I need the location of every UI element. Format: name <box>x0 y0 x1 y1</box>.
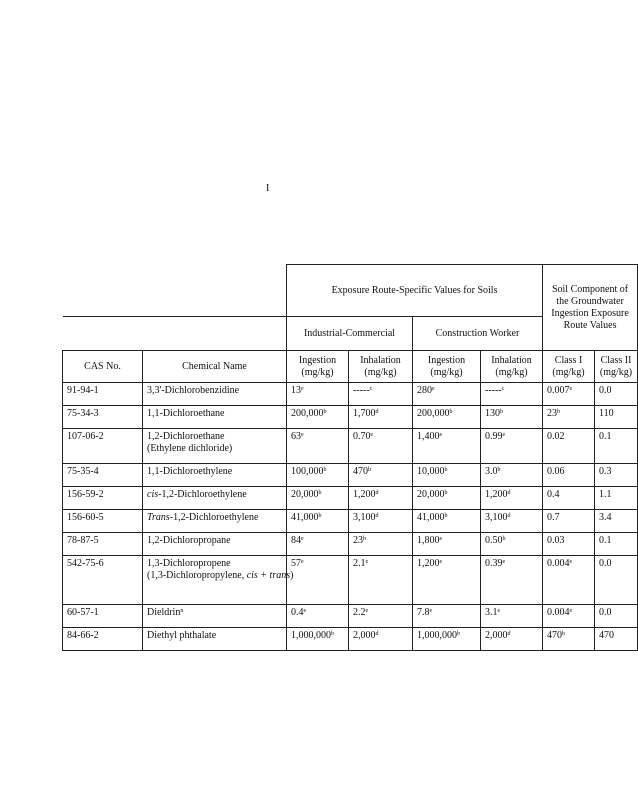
class-i-cell <box>543 383 595 406</box>
chemical-name: cis-1,2-Dichloroethylene <box>147 489 247 500</box>
ic-inhalation-cell <box>349 487 413 510</box>
class-i-cell <box>543 464 595 487</box>
class-i-cell-footnote: e <box>569 608 573 614</box>
ic-ingestion-cell-value: 20,000 <box>291 489 319 500</box>
ic-inhalation-cell-footnote: d <box>375 490 379 496</box>
ic-ingestion-cell-footnote: e <box>301 432 304 438</box>
cw-inhalation-cell <box>481 628 543 651</box>
ic-inhalation-cell-value: 1,200 <box>353 489 376 500</box>
ic-ingestion-cell-footnote: e <box>301 536 304 542</box>
class-i-cell <box>543 556 595 605</box>
ic-inhalation-cell <box>349 383 413 406</box>
chemical-name: 1,1-Dichloroethylene <box>147 466 233 477</box>
ic-ingestion-cell-value: 41,000 <box>291 512 319 523</box>
chemical-name-cell <box>143 429 287 464</box>
ic-ingestion-cell-footnote: b <box>323 467 327 473</box>
ic-ingestion-cell-value: 0.4 <box>291 607 304 618</box>
class-ii-cell <box>595 406 638 429</box>
cw-ingestion-cell <box>413 487 481 510</box>
cw-inhalation-cell <box>481 605 543 628</box>
ic-inhalation-cell-value: 0.70 <box>353 431 371 442</box>
ic-inhalation-cell-value: 2.2 <box>353 607 366 618</box>
class-i-cell-footnote: b <box>557 409 561 415</box>
col-class-i: Class I (mg/kg) <box>543 351 595 383</box>
cw-ingestion-cell-value: 1,200 <box>417 558 440 569</box>
ic-inhalation-cell-footnote: c <box>369 386 373 392</box>
table-row <box>63 510 638 533</box>
col-chemical-name: Chemical Name <box>143 351 287 383</box>
ic-ingestion-cell-value: 57 <box>291 558 301 569</box>
class-ii-cell-value: 0.0 <box>599 385 612 396</box>
ic-inhalation-cell-value: 3,100 <box>353 512 376 523</box>
chemical-name-cell <box>143 533 287 556</box>
blank-corner <box>63 265 287 317</box>
cas-cell <box>63 510 143 533</box>
class-ii-cell-value: 0.0 <box>599 607 612 618</box>
ic-ingestion-cell <box>287 510 349 533</box>
cw-inhalation-cell <box>481 464 543 487</box>
cas-cell <box>63 383 143 406</box>
cw-inhalation-cell-footnote: b <box>500 409 503 415</box>
cas-cell-value: 75-35-4 <box>67 466 99 477</box>
cas-cell <box>63 605 143 628</box>
ic-ingestion-cell-value: 100,000 <box>291 466 324 477</box>
cw-inhalation-cell <box>481 556 543 605</box>
ic-ingestion-cell <box>287 406 349 429</box>
ic-inhalation-cell-footnote: e <box>365 559 369 565</box>
table-row <box>63 406 638 429</box>
chemical-name-cell <box>143 510 287 533</box>
class-i-cell-value: 470 <box>547 630 563 641</box>
table-row <box>63 533 638 556</box>
ic-inhalation-cell-value: 470 <box>353 466 368 477</box>
class-i-cell <box>543 510 595 533</box>
class-i-cell-value: 0.007 <box>547 385 570 396</box>
cw-ingestion-cell-footnote: b <box>444 513 448 519</box>
class-ii-cell-value: 0.1 <box>599 431 612 442</box>
ic-inhalation-cell <box>349 605 413 628</box>
soil-component-header: Soil Component of the Groundwater Ingestion Exposure Route Values <box>543 265 638 351</box>
class-i-cell <box>543 533 595 556</box>
cw-ingestion-cell <box>413 628 481 651</box>
cas-cell-value: 156-59-2 <box>67 489 104 500</box>
class-i-cell-value: 0.7 <box>547 512 560 523</box>
chemical-name: Diethyl phthalate <box>147 630 217 641</box>
class-ii-cell <box>595 533 638 556</box>
ic-inhalation-cell-footnote: e <box>365 608 369 614</box>
chemical-name-cell <box>143 487 287 510</box>
cw-inhalation-cell-footnote: c <box>501 386 505 392</box>
ic-ingestion-cell-footnote: b <box>323 409 327 415</box>
cw-inhalation-cell-value: ----- <box>485 385 502 396</box>
cw-inhalation-cell-value: 3.1 <box>485 607 498 618</box>
cas-cell-value: 91-94-1 <box>67 385 99 396</box>
col-cas: CAS No. <box>63 351 143 383</box>
class-i-cell-footnote: e <box>569 386 573 392</box>
ic-ingestion-cell-footnote: b <box>318 490 322 496</box>
ic-ingestion-cell <box>287 605 349 628</box>
ic-ingestion-cell <box>287 533 349 556</box>
cw-inhalation-cell <box>481 487 543 510</box>
table-row <box>63 464 638 487</box>
cw-ingestion-cell-value: 41,000 <box>417 512 445 523</box>
cw-inhalation-cell-value: 0.39 <box>485 558 503 569</box>
cw-ingestion-cell-value: 280 <box>417 385 432 396</box>
ic-ingestion-cell-value: 200,000 <box>291 408 324 419</box>
col-cw-inhalation: Inhalation (mg/kg) <box>481 351 543 383</box>
cw-inhalation-cell-value: 1,200 <box>485 489 508 500</box>
cw-inhalation-cell-footnote: b <box>502 536 506 542</box>
chemical-name: 1,3-Dichloropropene <box>147 558 231 569</box>
cas-cell <box>63 429 143 464</box>
ic-inhalation-cell-footnote: d <box>375 513 379 519</box>
ic-ingestion-cell-footnote: e <box>303 608 307 614</box>
ic-ingestion-cell-footnote: e <box>301 386 304 392</box>
class-ii-cell-value: 110 <box>599 408 614 419</box>
cw-ingestion-cell-footnote: b <box>444 467 448 473</box>
class-i-cell-value: 0.4 <box>547 489 560 500</box>
chemical-name: 1,1-Dichloroethane <box>147 408 225 419</box>
ic-inhalation-cell <box>349 429 413 464</box>
ic-inhalation-cell-footnote: d <box>375 409 379 415</box>
cas-cell-value: 542-75-6 <box>67 558 104 569</box>
table-row <box>63 628 638 651</box>
ic-ingestion-cell-footnote: e <box>301 559 304 565</box>
class-ii-cell <box>595 556 638 605</box>
cw-inhalation-cell <box>481 429 543 464</box>
cas-cell <box>63 487 143 510</box>
chemical-name: 1,2-Dichloropropane <box>147 535 231 546</box>
cw-ingestion-cell-footnote: b <box>457 631 460 637</box>
page-mark: I <box>266 183 270 194</box>
cw-ingestion-cell <box>413 406 481 429</box>
cas-cell-value: 78-87-5 <box>67 535 99 546</box>
cw-ingestion-cell-footnote: e <box>439 432 443 438</box>
ic-inhalation-cell-value: 2.1 <box>353 558 366 569</box>
ic-ingestion-cell-value: 13 <box>291 385 301 396</box>
cw-ingestion-cell-value: 7.8 <box>417 607 430 618</box>
cas-cell-value: 60-57-1 <box>67 607 99 618</box>
construction-header: Construction Worker <box>413 317 543 351</box>
class-i-cell-value: 0.004 <box>547 558 570 569</box>
cw-inhalation-cell-value: 130 <box>485 408 500 419</box>
ic-inhalation-cell-footnote: e <box>370 432 374 438</box>
class-i-cell-value: 0.06 <box>547 466 565 477</box>
cw-ingestion-cell-footnote: b <box>444 490 448 496</box>
ic-inhalation-cell-value: 1,700 <box>353 408 376 419</box>
table-row <box>63 556 638 605</box>
cw-ingestion-cell-footnote: b <box>449 409 453 415</box>
chemical-name-cell <box>143 406 287 429</box>
cas-cell-value: 156-60-5 <box>67 512 104 523</box>
ic-ingestion-cell-value: 1,000,000 <box>291 630 331 641</box>
chemical-synonym: (Ethylene dichloride) <box>147 443 233 454</box>
ic-inhalation-cell <box>349 464 413 487</box>
cw-inhalation-cell-footnote: d <box>507 490 511 496</box>
ic-inhalation-cell-value: ----- <box>353 385 370 396</box>
table-row <box>63 605 638 628</box>
chemical-name-cell <box>143 628 287 651</box>
ic-inhalation-cell <box>349 510 413 533</box>
table-row <box>63 487 638 510</box>
ic-ingestion-cell <box>287 464 349 487</box>
class-ii-cell <box>595 487 638 510</box>
chemical-name: 1,2-Dichloroethane <box>147 431 225 442</box>
class-i-cell <box>543 429 595 464</box>
class-ii-cell-value: 0.3 <box>599 466 612 477</box>
industrial-header: Industrial-Commercial <box>287 317 413 351</box>
class-ii-cell-value: 0.0 <box>599 558 612 569</box>
ic-inhalation-cell <box>349 556 413 605</box>
cas-cell <box>63 464 143 487</box>
chemical-name-cell <box>143 605 287 628</box>
table-row <box>63 429 638 464</box>
cw-ingestion-cell-footnote: e <box>429 608 433 614</box>
cw-ingestion-cell-value: 20,000 <box>417 489 445 500</box>
cw-inhalation-cell-value: 3.0 <box>485 466 498 477</box>
cas-cell <box>63 628 143 651</box>
col-ic-ingestion: Ingestion (mg/kg) <box>287 351 349 383</box>
chemical-name-footnote: n <box>180 608 184 614</box>
cw-inhalation-cell-value: 0.50 <box>485 535 503 546</box>
col-ic-inhalation: Inhalation (mg/kg) <box>349 351 413 383</box>
class-ii-cell <box>595 605 638 628</box>
class-i-cell <box>543 605 595 628</box>
cw-inhalation-cell-footnote: e <box>502 559 506 565</box>
cas-cell-value: 107-06-2 <box>67 431 104 442</box>
cw-ingestion-cell <box>413 383 481 406</box>
ic-ingestion-cell-value: 63 <box>291 431 301 442</box>
cw-inhalation-cell-footnote: e <box>502 432 506 438</box>
cw-inhalation-cell <box>481 510 543 533</box>
class-i-cell-value: 0.03 <box>547 535 565 546</box>
ic-ingestion-cell <box>287 556 349 605</box>
ic-ingestion-cell-footnote: b <box>331 631 334 637</box>
class-ii-cell-value: 0.1 <box>599 535 612 546</box>
class-ii-cell-value: 3.4 <box>599 512 612 523</box>
ic-inhalation-cell <box>349 533 413 556</box>
col-class-ii: Class II (mg/kg) <box>595 351 638 383</box>
ic-ingestion-cell <box>287 628 349 651</box>
class-ii-cell-value: 470 <box>599 630 615 641</box>
chemical-name: 3,3'-Dichlorobenzidine <box>147 385 240 396</box>
chemical-name: Trans-1,2-Dichloroethylene <box>147 512 259 523</box>
cw-ingestion-cell <box>413 533 481 556</box>
cas-cell <box>63 406 143 429</box>
class-i-cell <box>543 487 595 510</box>
class-i-cell-value: 23 <box>547 408 558 419</box>
ic-inhalation-cell-footnote: b <box>368 467 371 473</box>
cw-ingestion-cell <box>413 556 481 605</box>
class-i-cell-footnote: b <box>562 631 566 637</box>
chemical-name-cell <box>143 556 294 605</box>
cw-ingestion-cell <box>413 464 481 487</box>
soil-values-table <box>62 264 638 651</box>
cw-ingestion-cell-footnote: e <box>439 559 443 565</box>
cw-ingestion-cell-value: 1,400 <box>417 431 440 442</box>
cw-inhalation-cell-value: 3,100 <box>485 512 508 523</box>
ic-ingestion-cell <box>287 429 349 464</box>
ic-ingestion-cell-footnote: b <box>318 513 322 519</box>
cw-inhalation-cell <box>481 383 543 406</box>
chemical-name-cell <box>143 383 287 406</box>
cas-cell-value: 75-34-3 <box>67 408 99 419</box>
class-ii-cell-value: 1.1 <box>599 489 612 500</box>
cw-ingestion-cell-value: 1,000,000 <box>417 630 457 641</box>
chemical-name: Dieldrin <box>147 607 181 618</box>
cw-inhalation-cell <box>481 533 543 556</box>
cas-cell-value: 84-66-2 <box>67 630 99 641</box>
class-i-cell <box>543 406 595 429</box>
class-i-cell <box>543 628 595 651</box>
cw-ingestion-cell-footnote: e <box>432 386 435 392</box>
cw-inhalation-cell-footnote: b <box>497 467 501 473</box>
class-i-cell-value: 0.02 <box>547 431 565 442</box>
cw-inhalation-cell-footnote: d <box>507 513 511 519</box>
ic-inhalation-cell-footnote: b <box>363 536 366 542</box>
cw-ingestion-cell-value: 1,800 <box>417 535 440 546</box>
cw-inhalation-cell-value: 2,000 <box>485 630 508 641</box>
ic-ingestion-cell <box>287 487 349 510</box>
cw-ingestion-cell <box>413 429 481 464</box>
cw-inhalation-cell-footnote: d <box>507 631 511 637</box>
column-header-row <box>63 351 638 383</box>
class-ii-cell <box>595 464 638 487</box>
cw-ingestion-cell <box>413 510 481 533</box>
ic-ingestion-cell-value: 84 <box>291 535 301 546</box>
cw-inhalation-cell <box>481 406 543 429</box>
ic-inhalation-cell-value: 23 <box>353 535 363 546</box>
cw-ingestion-cell <box>413 605 481 628</box>
exposure-group-header: Exposure Route-Specific Values for Soils <box>287 265 543 317</box>
cw-ingestion-cell-value: 10,000 <box>417 466 445 477</box>
class-i-cell-footnote: e <box>569 559 573 565</box>
cw-inhalation-cell-value: 0.99 <box>485 431 503 442</box>
col-cw-ingestion: Ingestion (mg/kg) <box>413 351 481 383</box>
class-ii-cell <box>595 510 638 533</box>
chemical-synonym: (1,3-Dichloropropylene, cis + trans) <box>147 570 294 581</box>
cas-cell <box>63 533 143 556</box>
ic-inhalation-cell <box>349 628 413 651</box>
class-ii-cell <box>595 383 638 406</box>
ic-inhalation-cell-footnote: d <box>375 631 379 637</box>
table-row <box>63 383 638 406</box>
cw-inhalation-cell-footnote: e <box>497 608 501 614</box>
cw-ingestion-cell-value: 200,000 <box>417 408 450 419</box>
cw-ingestion-cell-footnote: e <box>439 536 443 542</box>
ic-ingestion-cell <box>287 383 349 406</box>
cas-cell <box>63 556 143 605</box>
class-ii-cell <box>595 628 638 651</box>
chemical-name-cell <box>143 464 287 487</box>
class-ii-cell <box>595 429 638 464</box>
ic-inhalation-cell-value: 2,000 <box>353 630 376 641</box>
blank-corner-2 <box>63 317 287 351</box>
class-i-cell-value: 0.004 <box>547 607 570 618</box>
ic-inhalation-cell <box>349 406 413 429</box>
